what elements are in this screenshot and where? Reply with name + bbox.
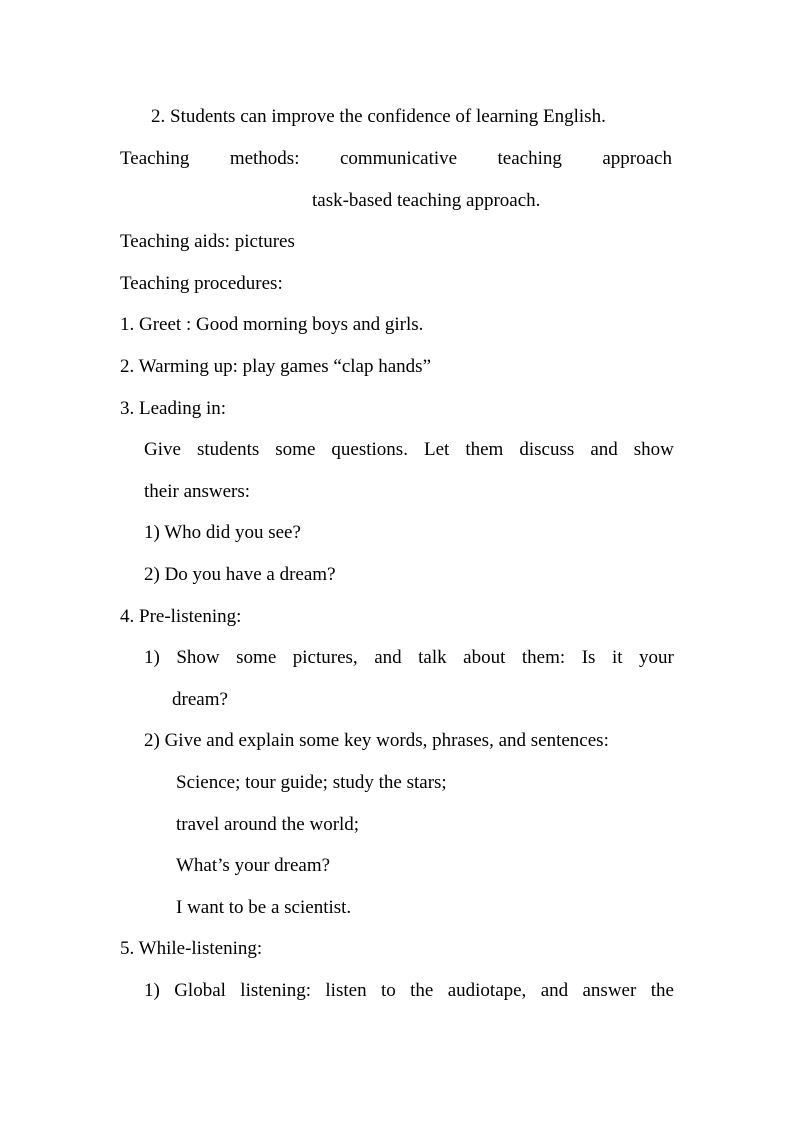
- word: Show: [176, 647, 220, 668]
- word: show: [633, 439, 674, 460]
- vocab-line: What’s your dream?: [176, 855, 331, 876]
- step-3-paragraph-line-2: their answers:: [144, 481, 251, 502]
- teaching-aids: Teaching aids: pictures: [120, 231, 295, 252]
- methods-word: approach: [602, 148, 672, 169]
- step-5-item-1-line-1: [144, 979, 674, 1003]
- word: Global: [174, 980, 226, 1001]
- methods-word: communicative: [339, 148, 458, 169]
- methods-word: methods:: [229, 148, 300, 169]
- step-5-heading: 5. While-listening:: [120, 938, 263, 959]
- step-4-item-1-line-2: dream?: [172, 689, 228, 710]
- word: 1): [144, 647, 160, 668]
- step-3-heading: 3. Leading in:: [120, 398, 227, 419]
- word: about: [463, 647, 506, 668]
- word: some: [275, 439, 316, 460]
- word: talk: [418, 647, 447, 668]
- step-4-item-2: 2) Give and explain some key words, phrases, and sentences:: [144, 730, 609, 751]
- step-4-item-1-line-1: [144, 646, 674, 670]
- word: and: [590, 439, 618, 460]
- vocab-line: I want to be a scientist.: [176, 897, 352, 918]
- word: your: [639, 647, 674, 668]
- step-1-greet: 1. Greet : Good morning boys and girls.: [120, 314, 424, 335]
- methods-word: Teaching: [120, 148, 190, 169]
- word: Let: [423, 439, 450, 460]
- word: Is: [581, 647, 596, 668]
- word: listening:: [240, 980, 312, 1001]
- word: and: [540, 980, 569, 1001]
- word: pictures,: [292, 647, 358, 668]
- word: the: [650, 980, 674, 1001]
- procedures-heading: Teaching procedures:: [120, 273, 283, 294]
- word: them: [465, 439, 504, 460]
- word: it: [611, 647, 623, 668]
- word: them:: [521, 647, 566, 668]
- methods-word: teaching: [497, 148, 562, 169]
- step-3-question-1: 1) Who did you see?: [144, 522, 301, 543]
- objective-2: 2. Students can improve the confidence of learning English.: [151, 106, 606, 127]
- vocab-line: travel around the world;: [176, 814, 360, 835]
- word: 1): [144, 980, 160, 1001]
- word: and: [374, 647, 402, 668]
- word: listen: [325, 980, 367, 1001]
- word: to: [380, 980, 396, 1001]
- word: some: [236, 647, 277, 668]
- step-3-question-2: 2) Do you have a dream?: [144, 564, 336, 585]
- word: Give: [144, 439, 181, 460]
- step-2-warming-up: 2. Warming up: play games “clap hands”: [120, 356, 432, 377]
- teaching-methods-line-2: task-based teaching approach.: [312, 190, 541, 211]
- word: students: [196, 439, 260, 460]
- word: answer: [582, 980, 637, 1001]
- vocab-line: Science; tour guide; study the stars;: [176, 772, 447, 793]
- word: audiotape,: [447, 980, 527, 1001]
- word: the: [410, 980, 434, 1001]
- word: discuss: [519, 439, 575, 460]
- step-4-heading: 4. Pre-listening:: [120, 606, 242, 627]
- teaching-methods-line-1: [120, 147, 672, 171]
- word: questions.: [331, 439, 408, 460]
- step-3-paragraph-line-1: [144, 438, 674, 462]
